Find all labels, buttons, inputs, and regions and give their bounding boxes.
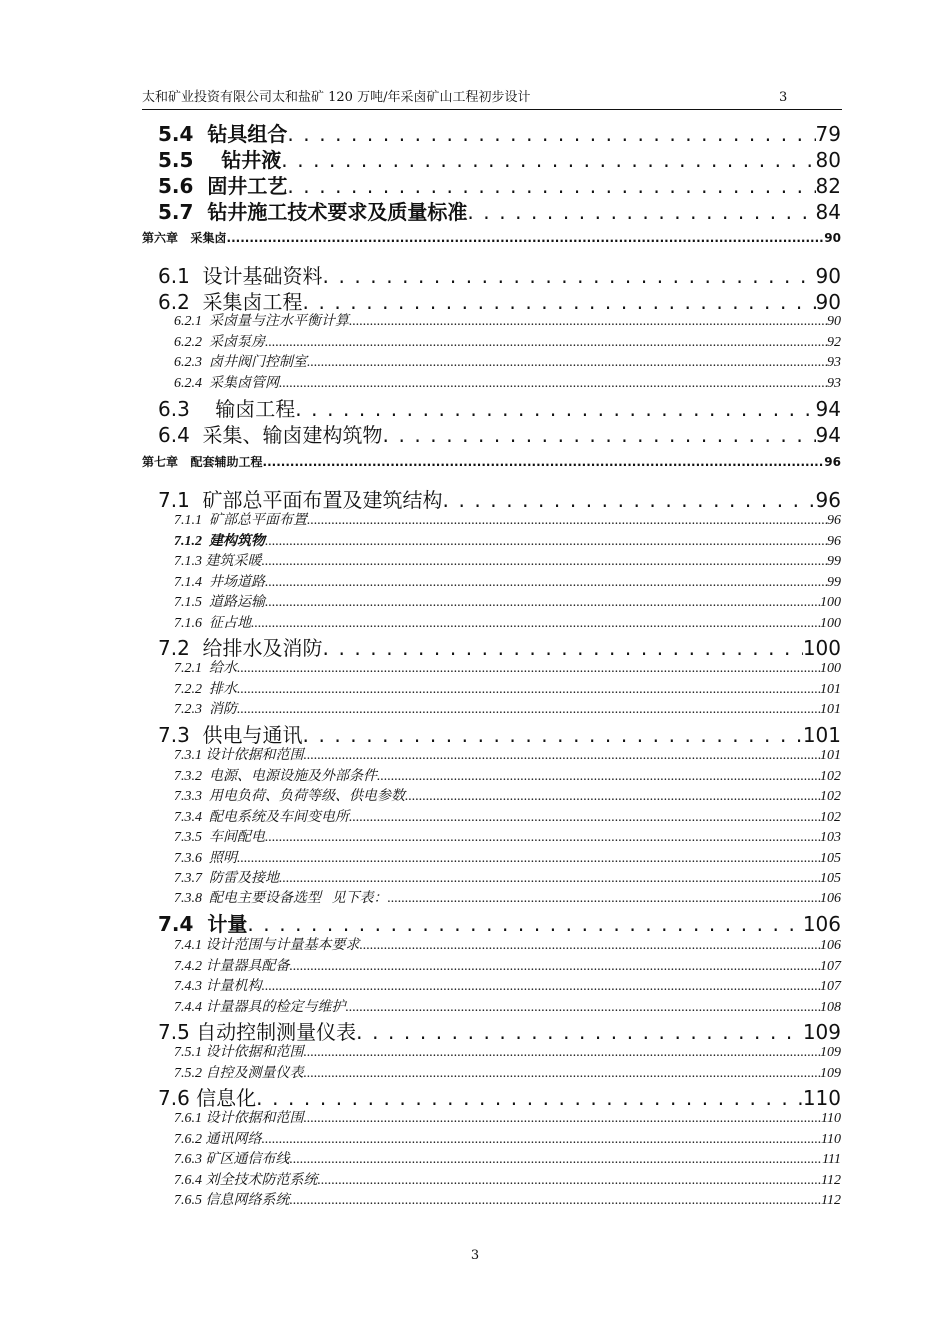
toc-entry[interactable]	[174, 785, 841, 804]
toc-entry[interactable]	[174, 310, 841, 329]
toc-leader-dots	[383, 423, 816, 447]
toc-leader-dots	[304, 1066, 821, 1082]
toc-entry[interactable]	[158, 170, 841, 196]
toc-leader-dots	[304, 748, 821, 764]
toc-entry-page: 102	[820, 789, 841, 804]
toc-entry[interactable]	[174, 975, 841, 994]
toc-entry[interactable]	[158, 719, 841, 745]
toc-entry[interactable]	[174, 1107, 841, 1126]
toc-leader-dots	[360, 938, 821, 954]
toc-entry-label: 6.2.4 采集卤管网	[174, 376, 279, 391]
toc-entry-label: 7.2.3 消防	[174, 702, 237, 717]
toc-entry-label: 5.6 固井工艺	[158, 174, 288, 198]
toc-entry[interactable]	[174, 550, 841, 569]
toc-entry[interactable]	[158, 393, 841, 419]
toc-leader-dots	[318, 1173, 822, 1189]
toc-leader-dots	[262, 979, 821, 995]
toc-entry-label: 7.3.7 防雷及接地	[174, 871, 279, 886]
toc-leader-dots	[247, 912, 802, 936]
toc-entry[interactable]	[142, 229, 841, 247]
toc-entry-label: 6.2.1 采卤量与注水平衡计算	[174, 314, 349, 329]
toc-leader-dots	[349, 314, 827, 330]
header-title: 太和矿业投资有限公司太和盐矿 120 万吨/年采卤矿山工程初步设计	[142, 90, 531, 105]
toc-entry-page: 105	[820, 871, 841, 886]
toc-entry-label: 7.4.3 计量机构	[174, 979, 262, 994]
toc-entry-page: 109	[820, 1066, 841, 1081]
toc-leader-dots	[349, 810, 820, 826]
toc-leader-dots	[279, 871, 820, 887]
toc-leader-dots	[346, 1000, 821, 1016]
toc-entry-label: 7.5.2 自控及测量仪表	[174, 1066, 304, 1081]
toc-entry[interactable]	[174, 678, 841, 697]
toc-leader-dots	[265, 830, 820, 846]
toc-leader-dots	[287, 174, 815, 198]
toc-entry-label: 第七章 配套辅助工程	[142, 455, 263, 469]
toc-entry[interactable]	[142, 453, 841, 471]
toc-entry-label: 第六章 采集卤	[142, 231, 227, 245]
toc-entry-label: 7.4 计量	[158, 912, 248, 936]
toc-entry[interactable]	[174, 847, 841, 866]
toc-entry-page: 100	[820, 661, 841, 676]
toc-entry-label: 6.2.3 卤井阀门控制室	[174, 355, 307, 370]
toc-entry[interactable]	[174, 657, 841, 676]
toc-entry-label: 7.2.2 排水	[174, 682, 237, 697]
toc-entry[interactable]	[158, 196, 841, 222]
toc-entry-page: 90	[827, 314, 841, 329]
toc-entry-page: 90	[824, 231, 841, 245]
toc-entry-label: 7.5 自动控制测量仪表	[158, 1020, 357, 1044]
toc-entry-page: 93	[827, 355, 841, 370]
toc-entry-page: 111	[822, 1152, 841, 1167]
toc-entry[interactable]	[174, 372, 841, 391]
toc-entry-page: 100	[820, 595, 841, 610]
toc-entry[interactable]	[174, 351, 841, 370]
toc-leader-dots	[265, 595, 820, 611]
toc-entry-page: 101	[820, 748, 841, 763]
toc-entry[interactable]	[158, 908, 841, 934]
toc-leader-dots	[251, 616, 820, 632]
toc-entry-page: 110	[821, 1132, 841, 1147]
toc-entry-label: 7.6.4 刘全技术防范系统	[174, 1173, 318, 1188]
toc-entry-label: 7.3 供电与通讯	[158, 723, 303, 747]
toc-entry[interactable]	[174, 1169, 841, 1188]
toc-leader-dots	[265, 575, 827, 591]
toc-leader-dots	[290, 1152, 823, 1168]
toc-entry-label: 6.4 采集、输卤建构筑物	[158, 423, 383, 447]
toc-entry-label: 7.1 矿部总平面布置及建筑结构	[158, 488, 443, 512]
toc-entry[interactable]	[174, 934, 841, 953]
toc-entry-page: 79	[815, 122, 841, 146]
toc-entry[interactable]	[174, 1189, 841, 1208]
toc-entry[interactable]	[158, 144, 841, 170]
toc-entry[interactable]	[174, 1062, 841, 1081]
toc-entry-label: 7.1.1 矿部总平面布置	[174, 513, 307, 528]
toc-leader-dots	[307, 355, 827, 371]
toc-leader-dots	[307, 513, 827, 529]
toc-entry-page: 100	[802, 636, 841, 660]
toc-entry[interactable]	[174, 826, 841, 845]
toc-leader-dots	[265, 534, 827, 550]
toc-entry-label: 6.3 输卤工程	[158, 397, 296, 421]
toc-leader-dots	[295, 397, 815, 421]
toc-entry-label: 6.2.2 采卤泵房	[174, 335, 265, 350]
toc-leader-dots	[237, 682, 820, 698]
toc-leader-dots	[279, 376, 827, 392]
toc-entry-page: 96	[824, 455, 841, 469]
toc-entry-label: 7.4.2 计量器具配备	[174, 959, 290, 974]
toc-leader-dots	[405, 789, 820, 805]
toc-entry-label: 7.3.2 电源、电源设施及外部条件	[174, 769, 377, 784]
toc-entry-page: 96	[827, 534, 841, 549]
toc-entry[interactable]	[158, 632, 841, 658]
toc-entry-page: 107	[820, 959, 841, 974]
toc-entry[interactable]	[174, 806, 841, 825]
toc-entry[interactable]	[174, 1041, 841, 1060]
toc-entry[interactable]	[174, 1148, 841, 1167]
toc-entry-page: 101	[802, 723, 841, 747]
toc-entry[interactable]	[174, 331, 841, 350]
toc-leader-dots	[388, 891, 821, 907]
toc-entry[interactable]	[174, 1128, 841, 1147]
toc-entry-page: 96	[815, 488, 841, 512]
toc-entry-label: 7.1.2 建构筑物	[174, 534, 265, 549]
toc-entry-label: 7.6.1 设计依据和范围	[174, 1111, 304, 1126]
toc-entry-page: 92	[827, 335, 841, 350]
toc-leader-dots	[467, 200, 815, 224]
toc-entry-label: 6.1 设计基础资料	[158, 264, 323, 288]
toc-entry-page: 109	[802, 1020, 841, 1044]
header-page-number: 3	[779, 90, 788, 105]
toc-entry-page: 101	[820, 702, 841, 717]
page-header	[142, 89, 842, 110]
toc-entry-page: 96	[827, 513, 841, 528]
toc-entry-page: 90	[815, 290, 841, 314]
toc-entry-page: 110	[802, 1086, 841, 1110]
toc-entry[interactable]	[174, 591, 841, 610]
toc-entry-label: 7.6.5 信息网络系统	[174, 1193, 290, 1208]
toc-entry-page: 90	[815, 264, 841, 288]
toc-entry-label: 7.6 信息化	[158, 1086, 257, 1110]
toc-entry-page: 106	[820, 938, 841, 953]
toc-entry-page: 82	[815, 174, 841, 198]
toc-entry-page: 103	[820, 830, 841, 845]
toc-entry[interactable]	[174, 867, 841, 886]
toc-entry[interactable]	[158, 1016, 841, 1042]
toc-entry[interactable]	[158, 484, 841, 510]
toc-leader-dots	[262, 1132, 822, 1148]
toc-entry-label: 5.7 钻井施工技术要求及质量标准	[158, 200, 468, 224]
toc-entry-label: 7.6.2 通讯网络	[174, 1132, 262, 1147]
toc-entry-label: 7.1.6 征占地	[174, 616, 251, 631]
toc-entry-label: 7.1.4 井场道路	[174, 575, 265, 590]
toc-entry-label: 5.5 钻井液	[158, 148, 282, 172]
toc-entry-page: 110	[821, 1111, 841, 1126]
toc-entry-label: 7.2.1 给水	[174, 661, 237, 676]
footer-page-number: 3	[470, 1248, 480, 1263]
toc-entry-page: 100	[820, 616, 841, 631]
toc-entry[interactable]	[174, 698, 841, 717]
toc-entry[interactable]	[174, 530, 841, 549]
toc-entry-page: 106	[802, 912, 841, 936]
toc-leader-dots	[290, 959, 821, 975]
page-footer	[0, 1248, 950, 1263]
toc-entry[interactable]	[158, 419, 841, 445]
toc-entry-label: 7.3.5 车间配电	[174, 830, 265, 845]
toc-entry-page: 84	[815, 200, 841, 224]
toc-entry[interactable]	[174, 765, 841, 784]
toc-entry-page: 112	[821, 1193, 841, 1208]
toc-leader-dots	[304, 1045, 821, 1061]
toc-entry-label: 7.3.6 照明	[174, 851, 237, 866]
toc-entry-label: 7.6.3 矿区通信布线	[174, 1152, 290, 1167]
toc-entry-label: 7.1.5 道路运输	[174, 595, 265, 610]
toc-entry-page: 99	[827, 575, 841, 590]
toc-entry-page: 93	[827, 376, 841, 391]
toc-leader-dots	[262, 554, 828, 570]
toc-leader-dots	[287, 122, 815, 146]
toc-entry[interactable]	[174, 996, 841, 1015]
toc-leader-dots	[377, 769, 820, 785]
toc-entry[interactable]	[158, 118, 841, 144]
toc-entry-label: 7.3.4 配电系统及车间变电所	[174, 810, 349, 825]
toc-leader-dots	[323, 264, 816, 288]
toc-entry-label: 7.3.1 设计依据和范围	[174, 748, 304, 763]
toc-entry-page: 99	[827, 554, 841, 569]
toc-entry-label: 7.4.1 设计范围与计量基本要求	[174, 938, 360, 953]
toc-entry[interactable]	[174, 887, 841, 906]
toc-entry[interactable]	[158, 260, 841, 286]
toc-leader-dots	[304, 1111, 822, 1127]
toc-entry-page: 102	[820, 769, 841, 784]
toc-entry[interactable]	[174, 571, 841, 590]
toc-entry-page: 107	[820, 979, 841, 994]
toc-leader-dots	[281, 148, 815, 172]
toc-entry[interactable]	[158, 286, 841, 312]
toc-entry[interactable]	[174, 612, 841, 631]
toc-entry-label: 7.3.3 用电负荷、负荷等级、供电参数	[174, 789, 405, 804]
toc-entry-page: 80	[815, 148, 841, 172]
toc-entry-page: 109	[820, 1045, 841, 1060]
toc-entry-label: 7.2 给排水及消防	[158, 636, 323, 660]
toc-leader-dots	[265, 335, 827, 351]
toc-entry-label: 7.1.3 建筑采暖	[174, 554, 262, 569]
toc-entry-label: 7.5.1 设计依据和范围	[174, 1045, 304, 1060]
toc-entry[interactable]	[174, 744, 841, 763]
toc-entry[interactable]	[174, 955, 841, 974]
toc-entry-page: 106	[820, 891, 841, 906]
toc-entry[interactable]	[158, 1082, 841, 1108]
toc-entry-label: 6.2 采集卤工程	[158, 290, 303, 314]
toc-entry-page: 108	[820, 1000, 841, 1015]
toc-leader-dots	[263, 455, 825, 469]
toc-entry-page: 105	[820, 851, 841, 866]
toc-leader-dots	[237, 851, 820, 867]
toc-entry-page: 102	[820, 810, 841, 825]
toc-entry-label: 7.4.4 计量器具的检定与维护	[174, 1000, 346, 1015]
toc-entry-label: 5.4 钻具组合	[158, 122, 288, 146]
toc-leader-dots	[237, 702, 820, 718]
toc-entry-page: 101	[820, 682, 841, 697]
toc-entry[interactable]	[174, 509, 841, 528]
toc-entry-page: 112	[821, 1173, 841, 1188]
toc-leader-dots	[237, 661, 820, 677]
toc-leader-dots	[290, 1193, 822, 1209]
toc-entry-page: 94	[815, 397, 841, 421]
toc-entry-label: 7.3.8 配电主要设备选型 见下表：	[174, 891, 388, 906]
toc-entry-page: 94	[815, 423, 841, 447]
toc-leader-dots	[227, 231, 825, 245]
